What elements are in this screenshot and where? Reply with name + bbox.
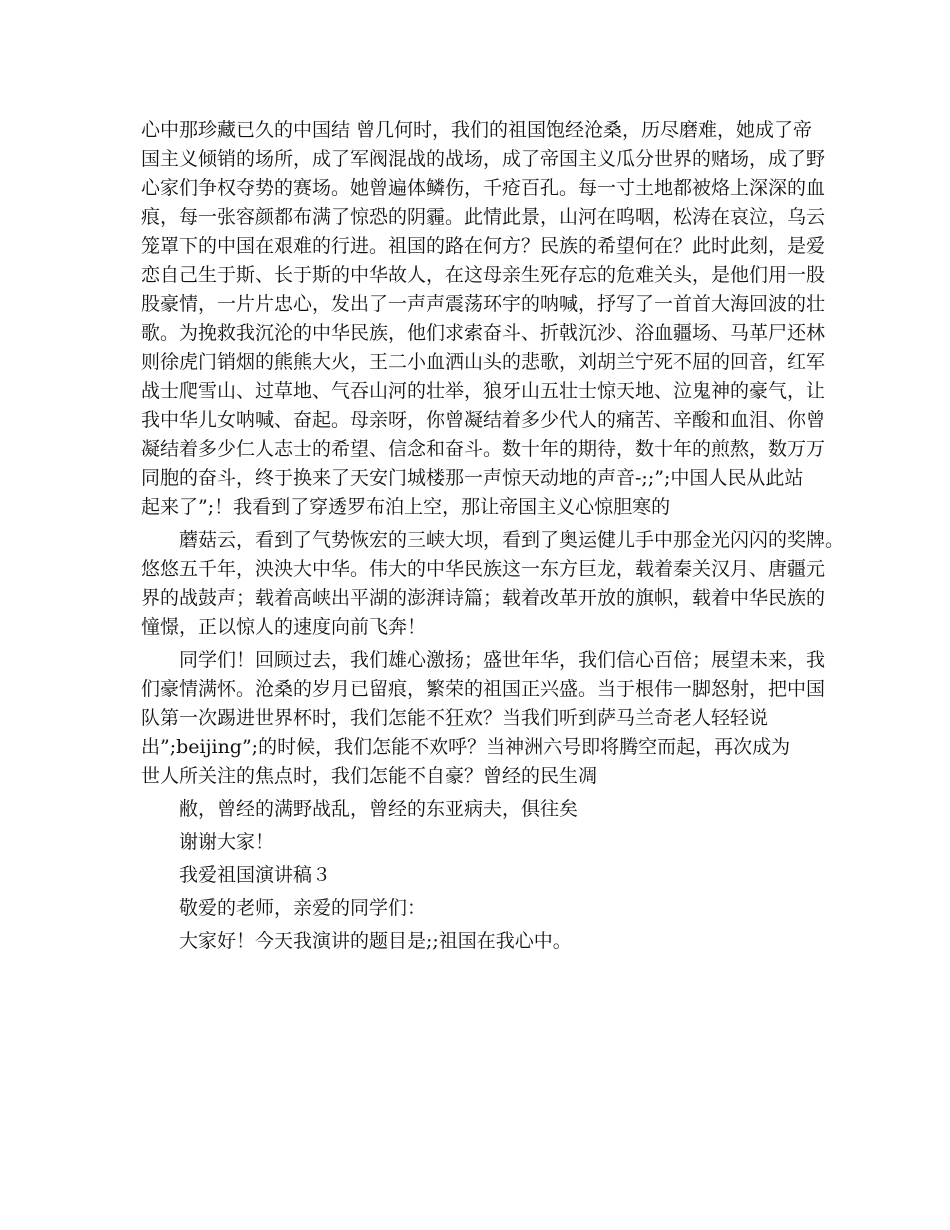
text-line: 战士爬雪山、过草地、气吞山河的壮举，狼牙山五壮士惊天地、泣鬼神的豪气，让 — [141, 380, 826, 402]
text-line: 界的战鼓声；载着高峡出平湖的澎湃诗篇；载着改革开放的旗帜，载着中华民族的 — [141, 587, 826, 609]
text-line: 出”;beijing”;的时候，我们怎能不欢呼？当神洲六号即将腾空而起，再次成为 — [141, 736, 791, 758]
text-line: 蘑菇云，看到了气势恢宏的三峡大坝，看到了奥运健儿手中那金光闪闪的奖牌。 — [179, 529, 845, 551]
text-line: 恋自己生于斯、长于斯的中华故人，在这母亲生死存忘的危难关头，是他们用一股 — [141, 264, 826, 286]
text-line: 大家好！今天我演讲的题目是;;祖国在我心中。 — [179, 930, 572, 952]
text-line: 们豪情满怀。沧桑的岁月已留痕，繁荣的祖国正兴盛。当于根伟一脚怒射，把中国 — [141, 678, 826, 700]
text-line: 敝，曾经的满野战乱，曾经的东亚病夫，俱往矣 — [179, 798, 579, 820]
document-body — [141, 116, 845, 956]
text-line: 队第一次踢进世界杯时，我们怎能不狂欢？当我们听到萨马兰奇老人轻轻说 — [141, 707, 769, 729]
text-line: 悠悠五千年，泱泱大中华。伟大的中华民族这一东方巨龙，载着秦关汉月、唐疆元 — [141, 558, 826, 580]
text-line: 心家们争权夺势的赛场。她曾遍体鳞伤，千疮百孔。每一寸土地都被烙上深深的血 — [141, 177, 826, 199]
text-line: 歌。为挽救我沉沦的中华民族，他们求索奋斗、折戟沉沙、浴血疆场、马革尸还林 — [141, 322, 826, 344]
text-line: 憧憬，正以惊人的速度向前飞奔！ — [141, 616, 427, 638]
text-line: 同胞的奋斗，终于换来了天安门城楼那一声惊天动地的声音-;;”;中国人民从此站 — [141, 467, 804, 489]
text-line: 谢谢大家！ — [179, 831, 275, 853]
text-line: 世人所关注的焦点时，我们怎能不自豪？曾经的民生凋 — [141, 765, 598, 787]
text-line: 国主义倾销的场所，成了军阀混战的战场，成了帝国主义瓜分世界的赌场，成了野 — [141, 148, 826, 170]
text-line: 则徐虎门销烟的熊熊大火，王二小血洒山头的悲歌，刘胡兰宁死不屈的回音，红军 — [141, 351, 826, 373]
text-line: 心中那珍藏已久的中国结 曾几何时，我们的祖国饱经沧桑，历尽磨难，她成了帝 — [141, 119, 813, 141]
text-line: 股豪情，一片片忠心，发出了一声声震荡环宇的呐喊，抒写了一首首大海回波的壮 — [141, 293, 826, 315]
heading-line: 我爱祖国演讲稿３ — [179, 864, 332, 886]
text-line: 同学们！回顾过去，我们雄心激扬；盛世年华，我们信心百倍；展望未来，我 — [179, 649, 826, 671]
text-line: 痕，每一张容颜都布满了惊恐的阴霾。此情此景，山河在呜咽，松涛在哀泣，乌云 — [141, 206, 826, 228]
text-line: 敬爱的老师，亲爱的同学们： — [179, 897, 427, 919]
text-line: 笼罩下的中国在艰难的行进。祖国的路在何方？民族的希望何在？此时此刻，是爱 — [141, 235, 826, 257]
text-line: 凝结着多少仁人志士的希望、信念和奋斗。数十年的期待，数十年的煎熬，数万万 — [141, 438, 826, 460]
text-line: 我中华儿女呐喊、奋起。母亲呀，你曾凝结着多少代人的痛苦、辛酸和血泪、你曾 — [141, 409, 826, 431]
text-line: 起来了”;！我看到了穿透罗布泊上空，那让帝国主义心惊胆寒的 — [141, 496, 671, 518]
